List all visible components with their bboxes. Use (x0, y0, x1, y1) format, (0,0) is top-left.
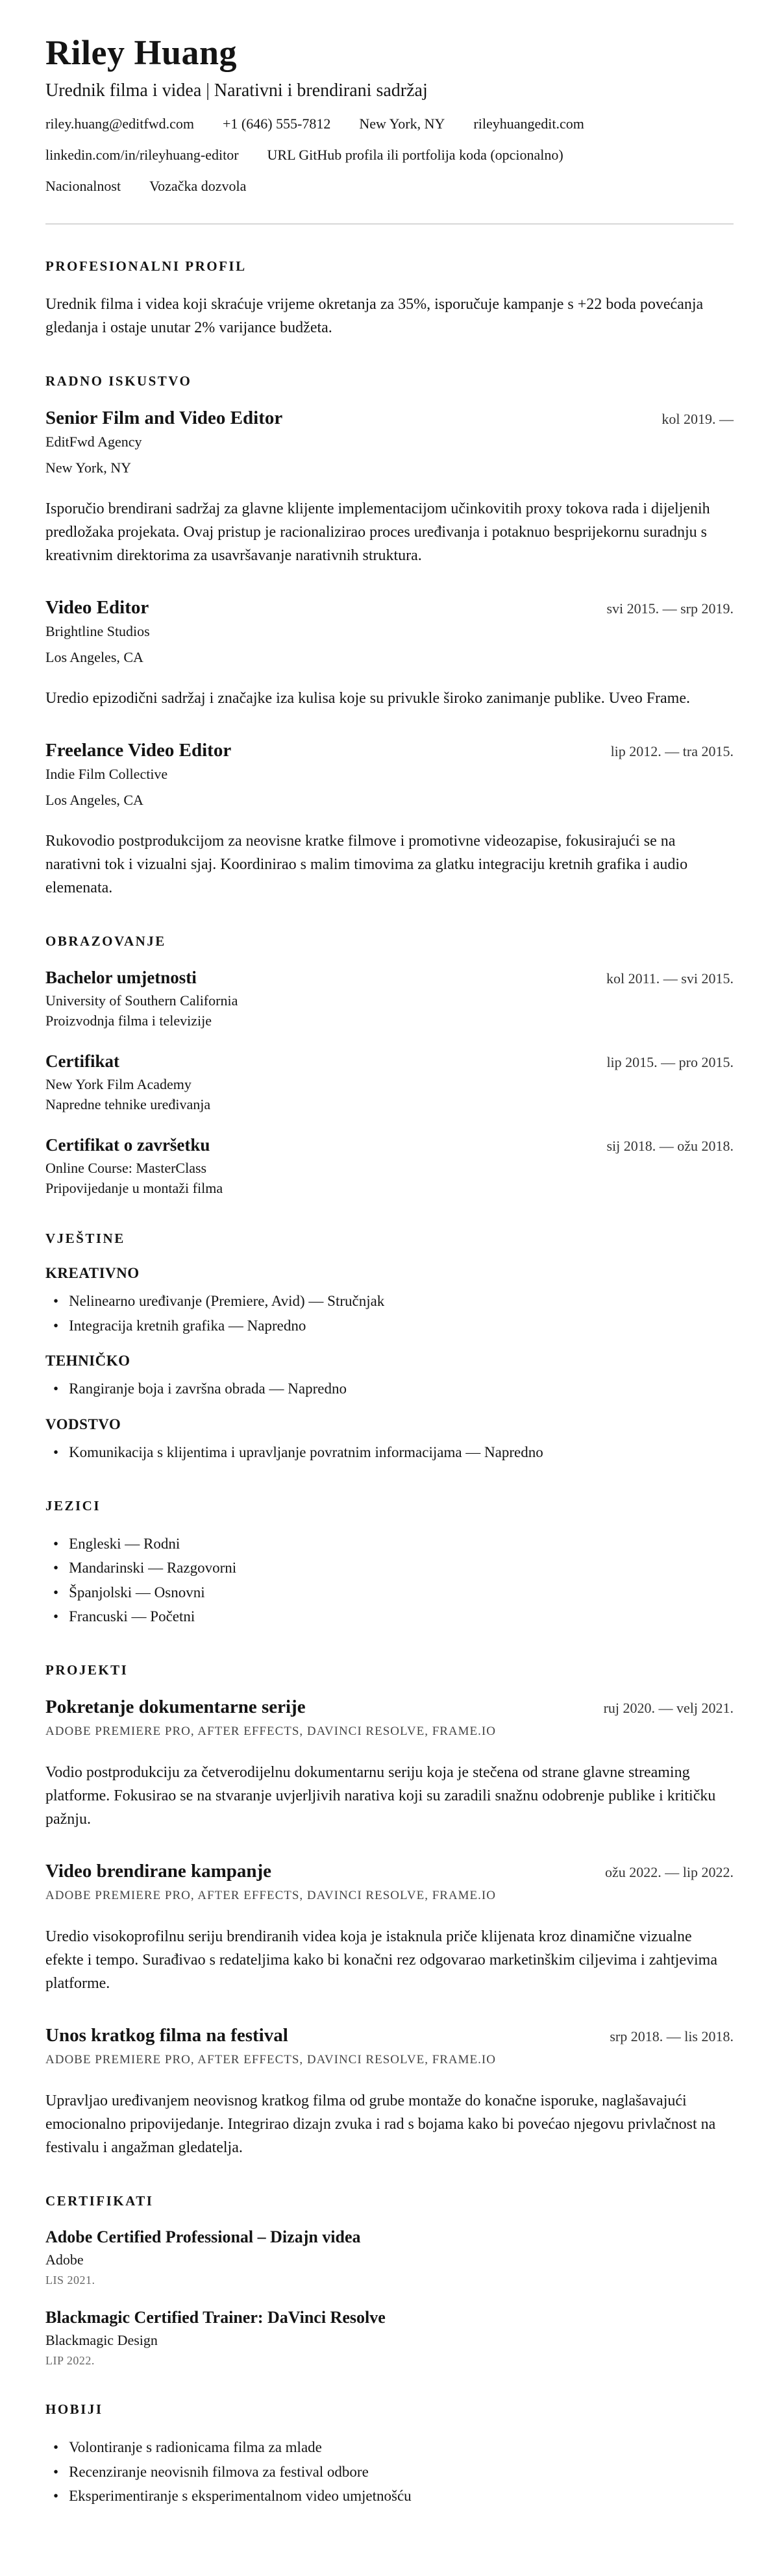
header-divider (45, 223, 734, 225)
contact-drivers-license: Vozačka dozvola (149, 178, 247, 194)
job-entry (45, 597, 734, 710)
job-description: Uredio epizodični sadržaj i značajke iza kulisa koje su privukle široko zanimanje publike. Uveo Frame. (45, 690, 690, 707)
contact-nationality: Nacionalnost (45, 178, 121, 194)
education-entry (45, 968, 734, 1029)
skill-group-technical: TEHNIČKO (45, 1353, 130, 1369)
section-heading-hobbies: HOBIJI (45, 2401, 103, 2418)
project-entry (45, 2025, 734, 2159)
hobby-item-text: Volontiranje s radionicama filma za mlade (69, 2439, 322, 2456)
job-description: Rukovodio postprodukcijom za neovisne kratke filmove i promotivne videozapise, fokusirajući se na narativni tok i vizualni sjaj. Koordinirao s malim timovima za glatku integraciju kretnih grafika i audio elemenata. (45, 833, 688, 896)
person-name: Riley Huang (45, 33, 238, 72)
project-title: Unos kratkog filma na festival (45, 2025, 288, 2046)
education-degree: Certifikat o završetku (45, 1135, 210, 1155)
resume-header (45, 32, 734, 195)
project-tools: ADOBE PREMIERE PRO, AFTER EFFECTS, DAVINCI RESOLVE, FRAME.IO (45, 1724, 496, 1739)
project-dates: ožu 2022. — lip 2022. (605, 1864, 734, 1881)
contact-row (45, 178, 734, 195)
language-item (45, 1556, 734, 1580)
certificate-title: Blackmagic Certified Trainer: DaVinci Resolve (45, 2308, 386, 2327)
certificate-entry (45, 2308, 734, 2368)
job-location: Los Angeles, CA (45, 649, 143, 665)
education-school: Online Course: MasterClass (45, 1160, 207, 1176)
contact-email: riley.huang@editfwd.com (45, 116, 194, 132)
project-dates: srp 2018. — lis 2018. (610, 2028, 734, 2045)
skill-item (45, 1314, 734, 1338)
language-item-text: Španjolski — Osnovni (69, 1584, 205, 1601)
skill-item (45, 1290, 734, 1313)
project-description: Vodio postprodukciju za četverodijelnu dokumentarnu seriju koja je stečena od strane glavne streaming platforme. Fokusirao se na stvaranje uvjerljivih narativa koji su zaradili snažnu odobrenje publike i kritičku pažnju. (45, 1764, 716, 1828)
job-dates: svi 2015. — srp 2019. (606, 600, 734, 617)
education-field: Proizvodnja filma i televizije (45, 1012, 212, 1029)
bullet-icon: • (53, 2439, 59, 2456)
job-dates: kol 2019. — (662, 411, 734, 427)
contact-row (45, 116, 734, 132)
education-degree: Bachelor umjetnosti (45, 968, 197, 987)
job-location: New York, NY (45, 460, 132, 476)
contact-linkedin: linkedin.com/in/rileyhuang-editor (45, 147, 239, 163)
job-entry-head (45, 740, 734, 761)
section-profile (45, 258, 734, 339)
project-dates: ruj 2020. — velj 2021. (603, 1700, 734, 1717)
bullet-icon: • (53, 2488, 59, 2505)
hobby-item-text: Recenziranje neovisnih filmova za festival odbore (69, 2463, 369, 2480)
bullet-icon: • (53, 1584, 59, 1601)
job-dates: lip 2012. — tra 2015. (610, 743, 734, 759)
section-education (45, 933, 734, 1197)
certificate-date: LIP 2022. (45, 2354, 95, 2368)
skill-group-creative: KREATIVNO (45, 1265, 140, 1281)
bullet-icon: • (53, 1443, 59, 1460)
job-title: Senior Film and Video Editor (45, 408, 283, 428)
job-company: EditFwd Agency (45, 434, 142, 450)
skill-item (45, 1441, 734, 1464)
education-dates: sij 2018. — ožu 2018. (606, 1138, 734, 1154)
certificate-issuer: Adobe (45, 2251, 84, 2268)
education-entry (45, 1051, 734, 1113)
skill-group-leadership: VODSTVO (45, 1416, 121, 1432)
job-entry-head (45, 597, 734, 619)
bullet-icon: • (53, 1293, 59, 1309)
certificate-title: Adobe Certified Professional – Dizajn videa (45, 2227, 361, 2247)
section-hobbies (45, 2401, 734, 2508)
education-degree: Certifikat (45, 1051, 119, 1071)
job-title: Video Editor (45, 597, 149, 618)
bullet-icon: • (53, 1608, 59, 1625)
hobby-item (45, 2484, 734, 2508)
bullet-icon: • (53, 1535, 59, 1552)
job-description: Isporučio brendirani sadržaj za glavne klijente implementacijom učinkovitih proxy tokova rada i dijeljenih predložaka projekata. Ovaj pristup je racionalizirao proces uređivanja i potaknuo besprijekornu suradnju s kreativnim direktorima za usavršavanje narativnih struktura. (45, 500, 710, 564)
contact-location: New York, NY (359, 116, 445, 132)
language-item (45, 1605, 734, 1628)
education-field: Napredne tehnike uređivanja (45, 1096, 211, 1112)
job-company: Indie Film Collective (45, 766, 168, 782)
job-entry (45, 740, 734, 900)
section-heading-profile: PROFESIONALNI PROFIL (45, 258, 247, 274)
project-entry (45, 1861, 734, 1995)
education-entry-head (45, 968, 734, 988)
education-entry-head (45, 1051, 734, 1072)
person-headline: Urednik filma i videa | Narativni i brendirani sadržaj (45, 80, 428, 101)
bullet-icon: • (53, 1380, 59, 1397)
language-item (45, 1581, 734, 1604)
section-projects (45, 1662, 734, 2159)
job-entry-head (45, 408, 734, 429)
project-entry-head (45, 2025, 734, 2046)
skill-item (45, 1377, 734, 1401)
section-heading-projects: PROJEKTI (45, 1662, 129, 1678)
education-dates: kol 2011. — svi 2015. (606, 970, 734, 987)
language-item-text: Francuski — Početni (69, 1608, 195, 1625)
section-heading-education: OBRAZOVANJE (45, 933, 166, 949)
project-tools: ADOBE PREMIERE PRO, AFTER EFFECTS, DAVINCI RESOLVE, FRAME.IO (45, 1889, 496, 1903)
section-experience (45, 373, 734, 900)
certificate-entry (45, 2227, 734, 2287)
hobby-item (45, 2460, 734, 2484)
project-description: Upravljao uređivanjem neovisnog kratkog filma od grube montaže do konačne isporuke, naglašavajući emocionalno pripovijedanje. Integrirao dizajn zvuka i rad s bojama kako bi povećao njegovu privlačnost na festivalu i angažman gledatelja. (45, 2092, 716, 2157)
skill-item-text: Integracija kretnih grafika — Napredno (69, 1317, 306, 1334)
skill-item-text: Rangiranje boja i završna obrada — Napredno (69, 1380, 347, 1397)
job-entry (45, 408, 734, 567)
section-skills (45, 1231, 734, 1464)
contact-github-placeholder: URL GitHub profila ili portfolija koda (opcionalno) (267, 147, 563, 163)
skill-item-text: Nelinearno uređivanje (Premiere, Avid) — Stručnjak (69, 1293, 385, 1309)
education-field: Pripovijedanje u montaži filma (45, 1180, 223, 1196)
profile-text: Urednik filma i videa koji skraćuje vrijeme okretanja za 35%, isporučuje kampanje s +22 boda povećanja gledanja i ostaje unutar 2% varijance budžeta. (45, 296, 704, 336)
hobby-item (45, 2436, 734, 2459)
project-title: Pokretanje dokumentarne serije (45, 1697, 306, 1718)
section-languages (45, 1498, 734, 1629)
section-heading-certificates: CERTIFIKATI (45, 2193, 154, 2209)
bullet-icon: • (53, 1560, 59, 1576)
language-item-text: Mandarinski — Razgovorni (69, 1560, 237, 1576)
section-certificates (45, 2193, 734, 2368)
hobby-item-text: Eksperimentiranje s eksperimentalnom video umjetnošću (69, 2488, 412, 2505)
project-entry-head (45, 1697, 734, 1718)
project-tools: ADOBE PREMIERE PRO, AFTER EFFECTS, DAVINCI RESOLVE, FRAME.IO (45, 2053, 496, 2067)
bullet-icon: • (53, 2463, 59, 2480)
contact-row (45, 147, 734, 164)
language-item (45, 1532, 734, 1556)
project-title: Video brendirane kampanje (45, 1861, 272, 1882)
language-item-text: Engleski — Rodni (69, 1535, 180, 1552)
project-entry-head (45, 1861, 734, 1882)
project-description: Uredio visokoprofilnu seriju brendiranih videa koja je istaknula priče klijenata kroz dinamične vizualne efekte i tempo. Surađivao s redateljima kako bi konačni rez odgovarao marketinškim ciljevima i zahtjevima platforme. (45, 1928, 717, 1993)
contact-phone: +1 (646) 555-7812 (223, 116, 331, 132)
job-location: Los Angeles, CA (45, 792, 143, 808)
section-heading-experience: RADNO ISKUSTVO (45, 373, 192, 389)
education-school: University of Southern California (45, 992, 238, 1009)
education-entry-head (45, 1135, 734, 1155)
certificate-issuer: Blackmagic Design (45, 2332, 158, 2349)
job-company: Brightline Studios (45, 623, 150, 639)
education-dates: lip 2015. — pro 2015. (606, 1054, 734, 1070)
project-entry (45, 1697, 734, 1831)
contact-website: rileyhuangedit.com (473, 116, 584, 132)
section-heading-languages: JEZICI (45, 1497, 101, 1514)
skill-item-text: Komunikacija s klijentima i upravljanje povratnim informacijama — Napredno (69, 1443, 543, 1460)
certificate-date: LIS 2021. (45, 2274, 95, 2287)
bullet-icon: • (53, 1317, 59, 1334)
job-title: Freelance Video Editor (45, 740, 232, 761)
education-entry (45, 1135, 734, 1197)
section-heading-skills: VJEŠTINE (45, 1231, 125, 1246)
education-school: New York Film Academy (45, 1076, 192, 1092)
